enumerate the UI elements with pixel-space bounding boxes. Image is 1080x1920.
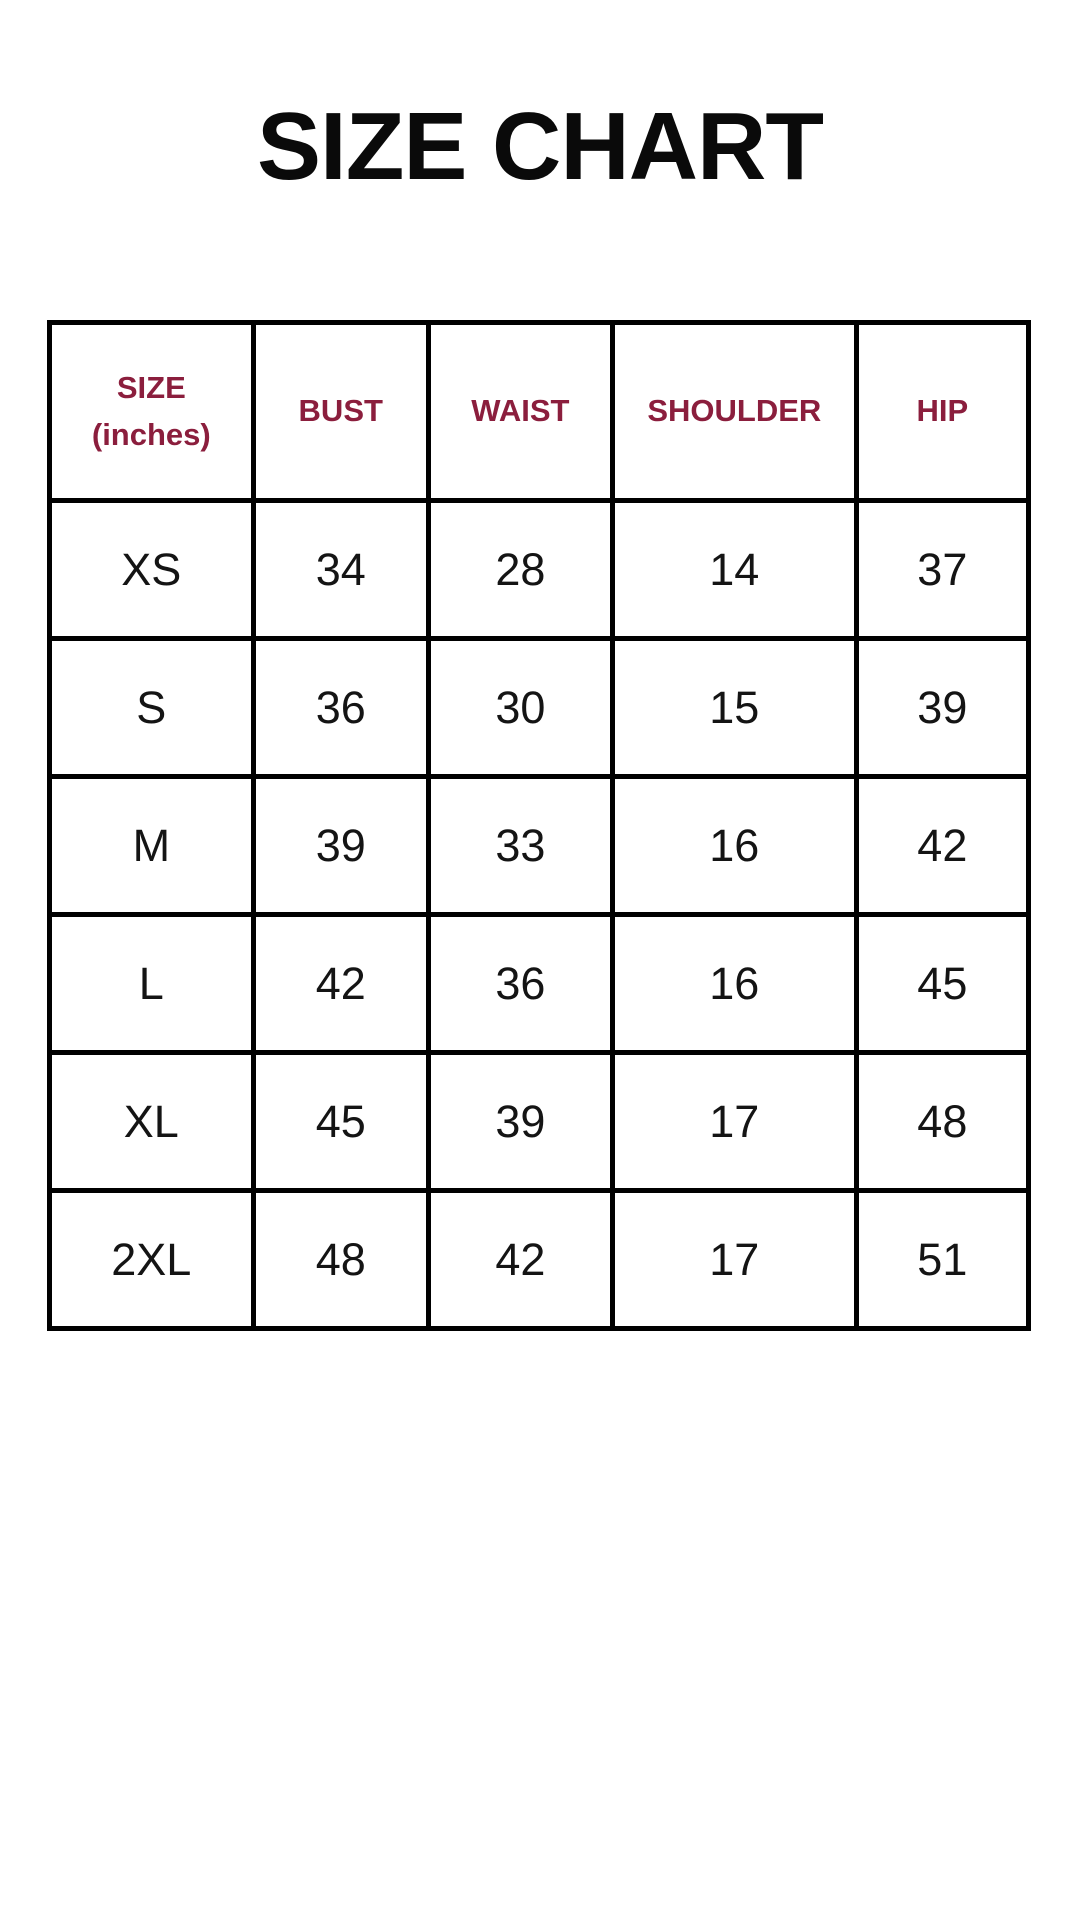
cell-shoulder: 16 <box>612 777 856 915</box>
header-row <box>50 323 1029 501</box>
header-size-line1: SIZE <box>116 370 186 405</box>
cell-waist: 36 <box>428 915 612 1053</box>
cell-bust: 45 <box>253 1053 428 1191</box>
cell-shoulder: 17 <box>612 1053 856 1191</box>
table-row <box>50 1053 1029 1191</box>
table-row <box>50 777 1029 915</box>
header-hip: HIP <box>856 323 1028 501</box>
cell-waist: 30 <box>428 639 612 777</box>
cell-shoulder: 15 <box>612 639 856 777</box>
cell-hip: 48 <box>856 1053 1028 1191</box>
cell-bust: 42 <box>253 915 428 1053</box>
cell-bust: 39 <box>253 777 428 915</box>
cell-size: 2XL <box>50 1191 254 1329</box>
cell-shoulder: 14 <box>612 501 856 639</box>
cell-hip: 39 <box>856 639 1028 777</box>
cell-bust: 34 <box>253 501 428 639</box>
cell-hip: 45 <box>856 915 1028 1053</box>
cell-hip: 42 <box>856 777 1028 915</box>
table-row <box>50 501 1029 639</box>
cell-shoulder: 16 <box>612 915 856 1053</box>
header-size <box>50 323 254 501</box>
cell-size: XL <box>50 1053 254 1191</box>
cell-hip: 51 <box>856 1191 1028 1329</box>
cell-waist: 39 <box>428 1053 612 1191</box>
cell-waist: 28 <box>428 501 612 639</box>
header-shoulder: SHOULDER <box>612 323 856 501</box>
cell-shoulder: 17 <box>612 1191 856 1329</box>
header-size-line2: (inches) <box>91 416 211 452</box>
cell-size: S <box>50 639 254 777</box>
cell-size: XS <box>50 501 254 639</box>
table-row <box>50 1191 1029 1329</box>
table-row <box>50 915 1029 1053</box>
page-title: SIZE CHART <box>257 93 823 200</box>
cell-waist: 33 <box>428 777 612 915</box>
header-bust: BUST <box>253 323 428 501</box>
header-waist: WAIST <box>428 323 612 501</box>
cell-size: M <box>50 777 254 915</box>
size-chart-table <box>47 320 1031 1331</box>
table-row <box>50 639 1029 777</box>
cell-waist: 42 <box>428 1191 612 1329</box>
cell-bust: 36 <box>253 639 428 777</box>
cell-size: L <box>50 915 254 1053</box>
cell-hip: 37 <box>856 501 1028 639</box>
cell-bust: 48 <box>253 1191 428 1329</box>
